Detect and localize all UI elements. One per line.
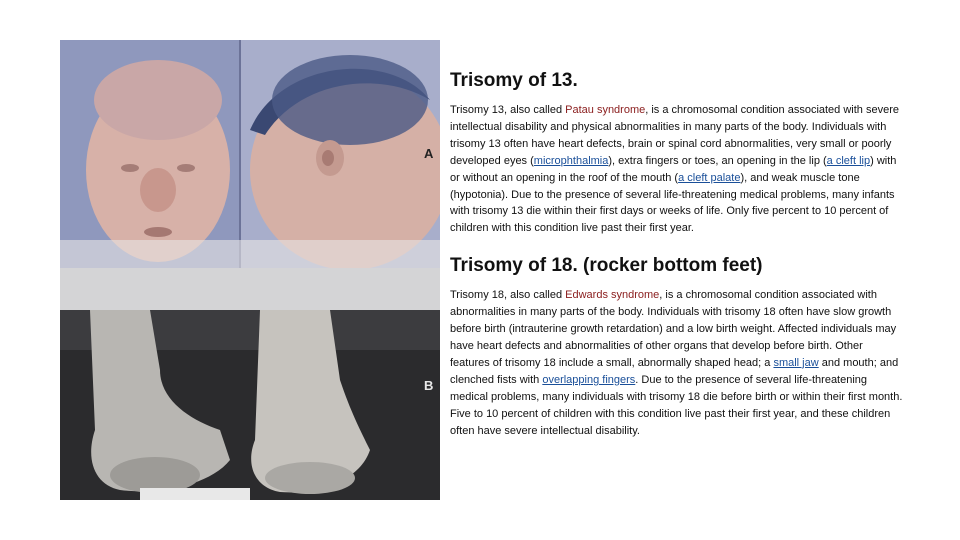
overlapping-fingers-link[interactable]: overlapping fingers: [542, 373, 636, 386]
small-jaw-link[interactable]: small jaw: [773, 356, 819, 369]
trisomy-13-title: Trisomy of 13.: [450, 70, 578, 91]
trisomy-13-description: Trisomy 13, also called Patau syndrome, is a chromosomal condition associated with severe intellectual disability and physical abnormalities in many parts of the body. Individuals with trisomy 13 often have heart defects, brain or spinal cord abnormalities, very small or poorly developed eyes (microphthalmia), extra fingers or toes, an opening in the lip (a cleft lip) with or without an opening in the roof of the mouth (a cleft palate), and weak muscle tone (hypotonia). Due to the presence of several life-threatening medical problems, many infants with trisomy 13 die within their first days or weeks of life. Only five percent to 10 percent of children with this condition live past their first year.: [450, 104, 899, 235]
clinical-photo-figure: [60, 40, 440, 500]
panel-b-feet-photo: [60, 310, 440, 500]
trisomy-18-description: Trisomy 18, also called Edwards syndrome, is a chromosomal condition associated with abnormalities in many parts of the body. Individuals with trisomy 18 often have slow growth before birth (intrauterine growth retardation) and a low birth weight. Affected individuals may have heart defects and abnormalities of other organs that develop before birth. Other features of trisomy 18 include a small, abnormally shaped head; a small jaw and mouth; and clenched fists with overlapping fingers. Due to the presence of several life-threatening medical problems, many individuals with trisomy 18 die before birth or within their first month. Five to 10 percent of children with this condition live past their first year, and these children often have severe intellectual disability.: [450, 289, 903, 437]
panel-b-label: B: [424, 378, 434, 393]
rocker-bottom-feet-illustration: [60, 310, 440, 500]
patau-syndrome-highlight: Patau syndrome: [565, 104, 646, 116]
panel-divider: [60, 268, 440, 310]
trisomy-18-title: Trisomy of 18. (rocker bottom feet): [450, 255, 763, 277]
edwards-syndrome-highlight: Edwards syndrome: [565, 289, 660, 302]
cleft-lip-link[interactable]: a cleft lip: [826, 154, 871, 167]
cleft-palate-link[interactable]: a cleft palate: [678, 171, 741, 184]
panel-a-label: A: [424, 146, 434, 161]
microphthalmia-link[interactable]: microphthalmia: [533, 154, 609, 167]
infant-face-illustration: [60, 40, 440, 268]
text-content: [450, 70, 905, 439]
panel-a-infant-photo: [60, 40, 440, 268]
